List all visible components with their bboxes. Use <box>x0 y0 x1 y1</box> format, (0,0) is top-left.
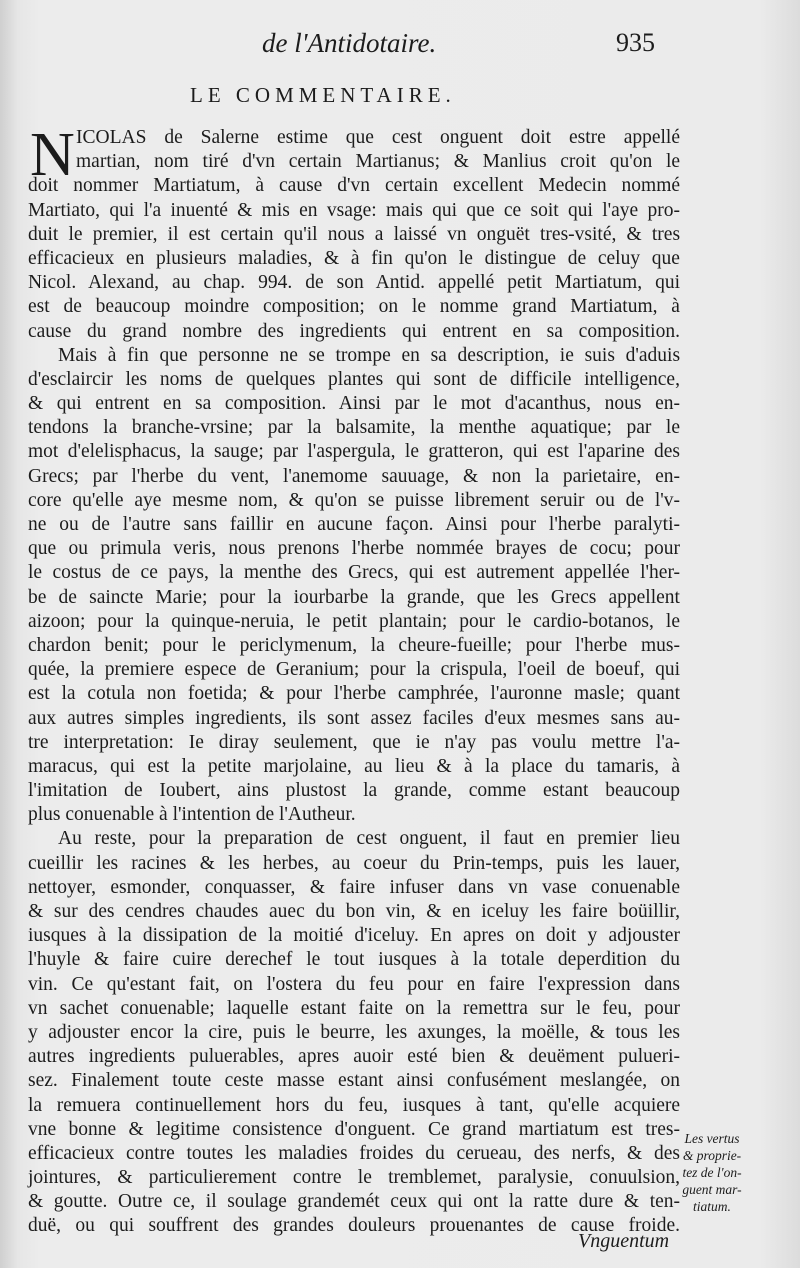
text-line: plus conuenable à l'intention de l'Autheur. <box>28 804 356 826</box>
text-line: cueillir les racines & les herbes, au coeur du Prin-temps, puis les lauer, <box>28 852 681 874</box>
text-line: vn sachet conuenable; laquelle estant faite on la remettra sur le feu, pour <box>28 997 680 1019</box>
text-line: l'imitation de Ioubert, ains plustost la grande, comme estant beaucoup <box>28 780 680 802</box>
text-line: mot d'elelisphacus, la sauge; par l'aspergula, le gratteron, qui est l'aparine des <box>28 441 680 463</box>
text-line: d'esclaircir les noms de quelques plantes qui sont de difficile intelligence, <box>28 368 680 390</box>
text-line: chardon benit; pour le periclymenum, la cheure-fueille; pour l'herbe mus- <box>28 634 680 656</box>
catchword: Vnguentum <box>578 1230 670 1252</box>
text-line: & goutte. Outre ce, il soulage grandemét ceux qui ont la ratte dure & ten- <box>28 1191 681 1213</box>
margin-note-line: Les vertus <box>684 1131 740 1146</box>
running-title: de l'Antidotaire. <box>262 28 437 58</box>
text-line: sez. Finalement toute ceste masse estant ainsi confusément meslangée, on <box>28 1070 681 1092</box>
text-line: Martiato, qui l'a inuenté & mis en vsage: mais qui que ce soit qui l'aye pro- <box>28 199 680 221</box>
text-line: aizoon; pour la quinque-neruia, le petit plantain; pour le cardio-botanos, le <box>28 610 680 632</box>
text-line: l'huyle & faire cuire derechef le tout iusques à la totale deperdition du <box>28 949 681 971</box>
margin-note-line: tiatum. <box>693 1199 731 1214</box>
text-line: nettoyer, esmonder, conquasser, & faire infuser dans vn vase conuenable <box>28 876 680 898</box>
text-line: Grecs; par l'herbe du vent, l'anemome sauuage, & non la parietaire, en- <box>28 465 681 487</box>
text-line: quée, la premiere espece de Geranium; pour la crispula, l'oeil de boeuf, qui <box>28 659 681 681</box>
text-line: Au reste, pour la preparation de cest onguent, il faut en premier lieu <box>58 828 680 850</box>
text-line: duë, ou qui souffrent des grandes douleurs prouenantes de cause froide. <box>28 1215 680 1237</box>
margin-note <box>674 1130 750 1215</box>
text-line: ne ou de l'autre sans faillir en aucune façon. Ainsi pour l'herbe paralyti- <box>28 514 681 535</box>
text-line: vne bonne & legitime consistence d'onguent. Ce grand martiatum est tres- <box>28 1118 680 1140</box>
text-line: iusques à la dissipation de la moitié d'iceluy. En apres on doit y adjouster <box>28 925 680 947</box>
text-line: tendons la branche-vrsine; par la balsamite, la menthe aquatique; par le <box>28 417 680 439</box>
text-line: que ou primula veris, nous prenons l'herbe nommée brayes de cocu; pour <box>28 538 680 560</box>
drop-cap: N <box>30 121 75 189</box>
text-line: doit nommer Martiatum, à cause d'vn certain excellent Medecin nommé <box>28 175 681 197</box>
text-line: cause du grand nombre des ingredients qui entrent en sa composition. <box>28 320 680 342</box>
text-line: y adjouster encor la cire, puis le beurre, les axunges, la moëlle, & tous les <box>28 1021 680 1043</box>
text-line: duit le premier, il est certain qu'il nous a laissé vn onguët tres-vsité, & tres <box>28 223 681 245</box>
text-line: le costus de ce pays, la menthe des Grecs, qui est autrement appellée l'her- <box>28 562 681 584</box>
text-line: ICOLAS de Salerne estime que cest onguent doit estre appellé <box>76 127 680 148</box>
text-line: est la cotula non foetida; & pour l'herbe camphrée, l'auronne masle; quant <box>28 683 681 705</box>
text-line: Nicol. Alexand, au chap. 994. de son Antid. appellé petit Martiatum, qui <box>28 272 680 294</box>
text-line: est de beaucoup moindre composition; on le nomme grand Martiatum, à <box>28 296 680 318</box>
margin-note-line: tez de l'on- <box>682 1165 742 1180</box>
text-line: la remuera continuellement hors du feu, iusques à tant, qu'elle acquiere <box>28 1094 681 1116</box>
text-line: & sur des cendres chaudes auec du bon vin, & en iceluy les faire boüillir, <box>28 901 680 922</box>
section-title: LE COMMENTAIRE. <box>190 83 456 107</box>
text-line: maracus, qui est la petite marjolaine, au lieu & à la place du tamaris, à <box>28 755 680 777</box>
text-line: martian, nom tiré d'vn certain Martianus; & Manlius croit qu'on le <box>76 151 681 173</box>
text-line: jointures, & particulierement contre le tremblemet, paralysie, conuulsion, <box>28 1167 681 1189</box>
page-number: 935 <box>616 28 655 57</box>
commentary-text <box>28 121 681 1239</box>
text-line: efficacieux contre toutes les maladies froides du cerueau, des nerfs, & des <box>28 1142 680 1164</box>
text-line: aux autres simples ingredients, ils sont assez faciles d'eux mesmes sans au- <box>28 707 681 729</box>
text-line: tre interpretation: Ie diray seulement, que ie n'ay pas voulu mettre l'a- <box>28 731 680 753</box>
text-line: Mais à fin que personne ne se trompe en sa description, ie suis d'aduis <box>58 344 681 366</box>
text-line: vin. Ce qu'estant fait, on l'ostera du feu pour en faire l'expression dans <box>28 973 680 995</box>
text-line: & qui entrent en sa composition. Ainsi par le mot d'acanthus, nous en- <box>28 393 681 415</box>
text-line: autres ingredients puluerables, apres auoir esté bien & deuëment pulueri- <box>28 1046 680 1068</box>
margin-note-line: guent mar- <box>682 1182 742 1197</box>
text-line: efficacieux en plusieurs maladies, & à fin qu'on le distingue de celuy que <box>28 247 680 269</box>
margin-note-line: & proprie- <box>682 1148 742 1163</box>
text-line: core qu'elle aye mesme nom, & qu'on se puisse librement seruir ou de l'v- <box>28 489 681 511</box>
text-line: be de saincte Marie; pour la iourbarbe la grande, que les Grecs appellent <box>28 586 680 608</box>
